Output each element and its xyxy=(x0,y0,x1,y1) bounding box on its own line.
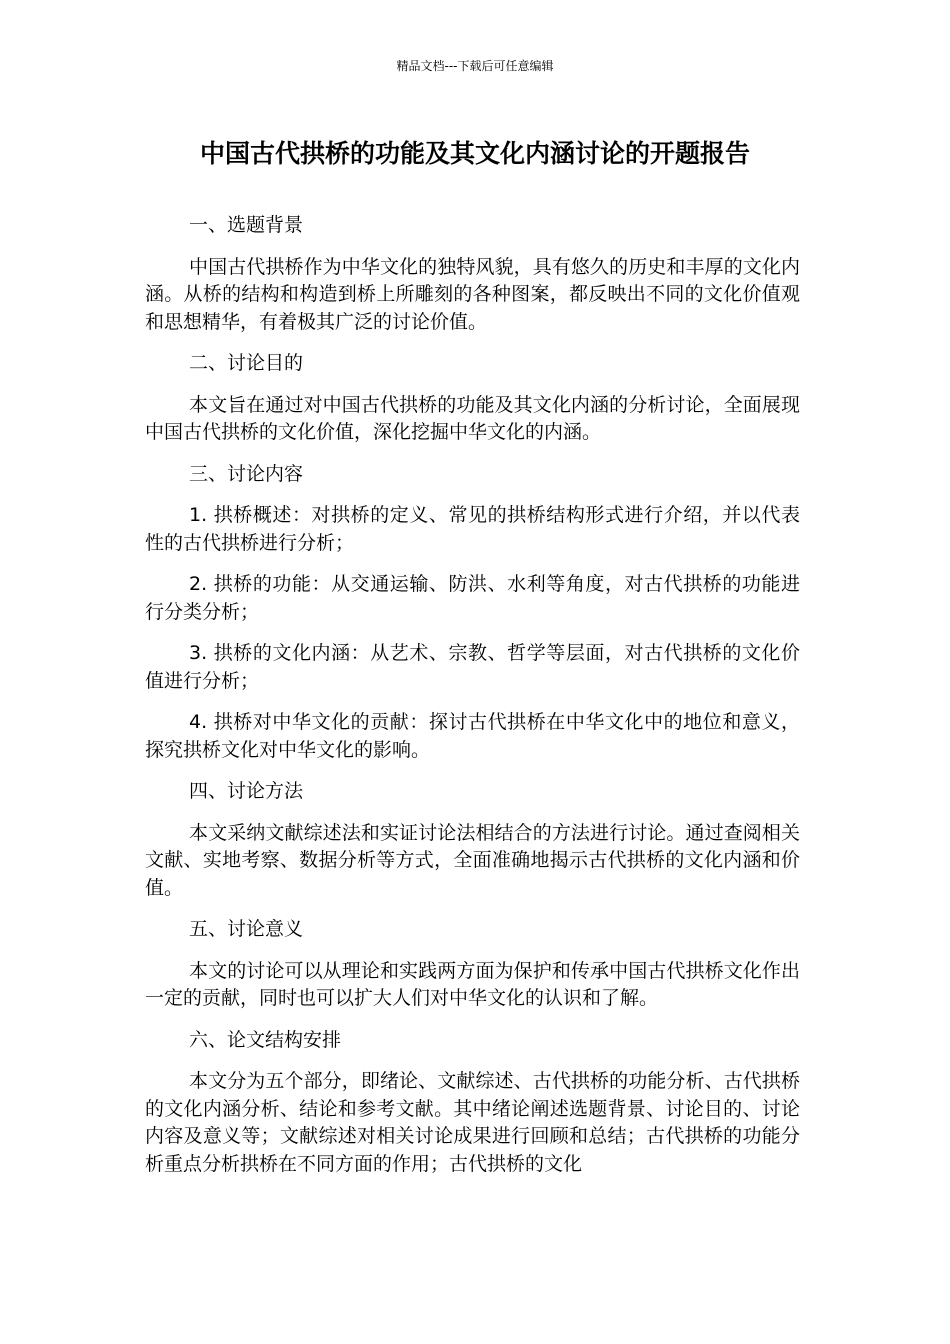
paragraph-significance: 本文的讨论可以从理论和实践两方面为保护和传承中国古代拱桥文化作出一定的贡献，同时也可以扩大人们对中华文化的认识和了解。 xyxy=(145,959,800,1009)
paragraph-method: 本文采纳文献综述法和实证讨论法相结合的方法进行讨论。通过查阅相关文献、实地考察、数据分析等方式，全面准确地揭示古代拱桥的文化内涵和价值。 xyxy=(145,821,800,899)
section-heading-purpose: 二、讨论目的 xyxy=(189,352,304,374)
content-item-3: 3. 拱桥的文化内涵：从艺术、宗教、哲学等层面，对古代拱桥的文化价值进行分析； xyxy=(145,642,800,692)
paragraph-background: 中国古代拱桥作为中华文化的独特风貌，具有悠久的历史和丰厚的文化内涵。从桥的结构和构造到桥上所雕刻的各种图案，都反映出不同的文化价值观和思想精华，有着极其广泛的讨论价值。 xyxy=(145,255,800,333)
section-heading-structure: 六、论文结构安排 xyxy=(189,1028,342,1051)
content-item-2: 2. 拱桥的功能：从交通运输、防洪、水利等角度，对古代拱桥的功能进行分类分析； xyxy=(145,573,800,623)
content-item-1: 1. 拱桥概述：对拱桥的定义、常见的拱桥结构形式进行介绍，并以代表性的古代拱桥进行分析； xyxy=(145,504,800,554)
paragraph-purpose: 本文旨在通过对中国古代拱桥的功能及其文化内涵的分析讨论，全面展现中国古代拱桥的文化价值，深化挖掘中华文化的内涵。 xyxy=(145,393,800,443)
section-heading-background: 一、选题背景 xyxy=(189,214,304,236)
section-heading-content: 三、讨论内容 xyxy=(189,462,304,485)
page-header: 精品文档---下载后可任意编辑 xyxy=(396,59,554,73)
content-item-4: 4. 拱桥对中华文化的贡献：探讨古代拱桥在中华文化中的地位和意义，探究拱桥文化对中华文化的影响。 xyxy=(145,711,800,761)
section-heading-method: 四、讨论方法 xyxy=(189,780,304,802)
document-body xyxy=(145,212,800,1192)
section-heading-significance: 五、讨论意义 xyxy=(189,918,304,940)
paragraph-structure: 本文分为五个部分，即绪论、文献综述、古代拱桥的功能分析、古代拱桥的文化内涵分析、结论和参考文献。其中绪论阐述选题背景、讨论目的、讨论内容及意义等；文献综述对相关讨论成果进行回顾和总结；古代拱桥的功能分析重点分析拱桥在不同方面的作用；古代拱桥的文化 xyxy=(145,1070,800,1175)
document-title: 中国古代拱桥的功能及其文化内涵讨论的开题报告 xyxy=(199,139,750,168)
